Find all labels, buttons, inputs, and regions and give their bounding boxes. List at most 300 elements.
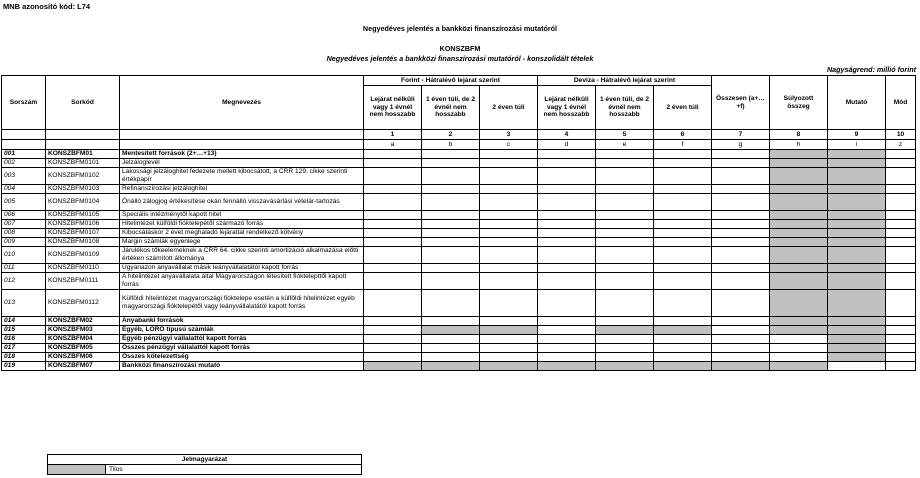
mnb-code-label: MNB azonosító kód: L74 bbox=[3, 2, 91, 11]
data-cell[interactable] bbox=[364, 150, 422, 159]
row-label: Egyéb, LORO típusú számlák bbox=[120, 326, 364, 335]
data-cell[interactable] bbox=[538, 344, 596, 353]
col-number: 2 bbox=[422, 130, 480, 140]
data-cell[interactable] bbox=[364, 194, 422, 211]
data-cell bbox=[886, 344, 916, 353]
data-cell[interactable] bbox=[480, 194, 538, 211]
row-label: Kibocsátáskor 2 évet meghaladó lejárattal rendelkező kötvény bbox=[120, 229, 364, 238]
row-code: KONSZBFM0101 bbox=[46, 159, 120, 168]
data-cell[interactable] bbox=[364, 159, 422, 168]
data-cell[interactable] bbox=[480, 344, 538, 353]
data-cell[interactable] bbox=[596, 317, 654, 326]
data-cell[interactable] bbox=[770, 326, 828, 335]
data-cell[interactable] bbox=[480, 326, 538, 335]
table-code: KONSZBFM bbox=[439, 44, 481, 53]
data-cell[interactable] bbox=[770, 238, 828, 247]
data-cell[interactable] bbox=[538, 335, 596, 344]
col-number: 5 bbox=[596, 130, 654, 140]
data-cell[interactable] bbox=[422, 150, 480, 159]
data-cell[interactable] bbox=[422, 317, 480, 326]
data-cell[interactable] bbox=[422, 335, 480, 344]
row-code: KONSZBFM02 bbox=[46, 317, 120, 326]
row-number: 002 bbox=[2, 159, 46, 168]
row-code: KONSZBFM07 bbox=[46, 362, 120, 371]
data-cell[interactable] bbox=[828, 290, 886, 317]
data-cell[interactable] bbox=[538, 211, 596, 220]
legend-grey-swatch bbox=[48, 465, 106, 475]
data-cell bbox=[886, 185, 916, 194]
data-cell[interactable] bbox=[770, 264, 828, 273]
row-label: Összes pénzügyi vállalattól kapott forrás bbox=[120, 344, 364, 353]
data-cell[interactable] bbox=[596, 238, 654, 247]
row-label: Mentesített források (2+…+13) bbox=[120, 150, 364, 159]
row-number: 006 bbox=[2, 211, 46, 220]
table-row bbox=[2, 229, 916, 238]
row-label: Ugyanazon anyavállalat másik leányvállalatától kapott forrás bbox=[120, 264, 364, 273]
row-label: Önálló zálogjog értékesítése okán fennálló visszavásárlási vételár-tartozás bbox=[120, 194, 364, 211]
data-cell[interactable] bbox=[654, 264, 712, 273]
data-cell[interactable] bbox=[596, 326, 654, 335]
data-cell[interactable] bbox=[654, 317, 712, 326]
report-title: Negyedéves jelentés a bankközi finanszírozási mutatóról bbox=[362, 24, 558, 33]
data-cell[interactable] bbox=[422, 229, 480, 238]
data-cell[interactable] bbox=[654, 159, 712, 168]
table-row bbox=[2, 362, 916, 371]
data-cell[interactable] bbox=[364, 335, 422, 344]
data-cell[interactable] bbox=[480, 159, 538, 168]
data-cell[interactable] bbox=[596, 185, 654, 194]
table-row bbox=[2, 326, 916, 335]
data-cell[interactable] bbox=[596, 290, 654, 317]
legend-grey-label: Tilos bbox=[106, 465, 362, 475]
data-cell[interactable] bbox=[770, 290, 828, 317]
data-cell[interactable] bbox=[596, 353, 654, 362]
data-cell[interactable] bbox=[480, 273, 538, 290]
data-cell[interactable] bbox=[538, 150, 596, 159]
data-cell[interactable] bbox=[828, 238, 886, 247]
col-number: 9 bbox=[828, 130, 886, 140]
data-cell bbox=[886, 247, 916, 264]
data-cell[interactable] bbox=[364, 326, 422, 335]
data-cell[interactable] bbox=[364, 273, 422, 290]
row-number: 005 bbox=[2, 194, 46, 211]
data-cell[interactable] bbox=[480, 317, 538, 326]
row-label: Járulékos tőkeelemeknek a CRR 64. cikke szerinti amortizáció alkalmazása előtti értéken számított állománya bbox=[120, 247, 364, 264]
row-code: KONSZBFM01 bbox=[46, 150, 120, 159]
row-code: KONSZBFM0105 bbox=[46, 211, 120, 220]
row-code: KONSZBFM04 bbox=[46, 335, 120, 344]
data-cell[interactable] bbox=[538, 238, 596, 247]
data-cell bbox=[886, 150, 916, 159]
data-cell[interactable] bbox=[596, 264, 654, 273]
data-cell[interactable] bbox=[712, 290, 770, 317]
group-header-forint: Forint - Hátralévő lejárat szerint bbox=[364, 76, 538, 86]
data-cell[interactable] bbox=[712, 317, 770, 326]
data-cell[interactable] bbox=[538, 353, 596, 362]
col-number: 6 bbox=[654, 130, 712, 140]
table-row bbox=[2, 220, 916, 229]
data-cell[interactable] bbox=[538, 317, 596, 326]
table-row bbox=[2, 185, 916, 194]
legend-table bbox=[47, 454, 362, 475]
group-header-deviza: Deviza - Hátralévő lejárat szerint bbox=[538, 76, 712, 86]
data-cell bbox=[886, 194, 916, 211]
data-cell bbox=[886, 264, 916, 273]
data-cell[interactable] bbox=[538, 273, 596, 290]
row-number: 013 bbox=[2, 290, 46, 317]
table-row bbox=[2, 353, 916, 362]
row-number: 001 bbox=[2, 150, 46, 159]
data-cell bbox=[886, 353, 916, 362]
data-cell[interactable] bbox=[422, 194, 480, 211]
data-cell[interactable] bbox=[828, 159, 886, 168]
table-row bbox=[2, 238, 916, 247]
row-number: 003 bbox=[2, 168, 46, 185]
data-cell[interactable] bbox=[480, 238, 538, 247]
data-cell[interactable] bbox=[712, 344, 770, 353]
data-cell[interactable] bbox=[422, 247, 480, 264]
data-cell[interactable] bbox=[654, 290, 712, 317]
row-code: KONSZBFM0111 bbox=[46, 273, 120, 290]
row-label: Bankközi finanszírozási mutató bbox=[120, 362, 364, 371]
data-cell[interactable] bbox=[480, 220, 538, 229]
data-cell[interactable] bbox=[538, 326, 596, 335]
data-cell[interactable] bbox=[596, 168, 654, 185]
data-cell[interactable] bbox=[480, 290, 538, 317]
row-label: A hitelintézet anyavállalata által Magyarországon létesített fióktelepttől kapott forrás bbox=[120, 273, 364, 290]
data-cell[interactable] bbox=[596, 220, 654, 229]
data-cell[interactable] bbox=[364, 344, 422, 353]
data-cell[interactable] bbox=[828, 247, 886, 264]
row-number: 009 bbox=[2, 238, 46, 247]
table-row bbox=[2, 273, 916, 290]
data-cell[interactable] bbox=[422, 185, 480, 194]
row-code: KONSZBFM0104 bbox=[46, 194, 120, 211]
data-cell[interactable] bbox=[538, 264, 596, 273]
data-cell bbox=[886, 238, 916, 247]
row-code: KONSZBFM0112 bbox=[46, 290, 120, 317]
row-label: Lakossági jelzáloghitel fedezete mellett kibocsátott, a CRR 129. cikke szerinti értékpapír bbox=[120, 168, 364, 185]
table-row bbox=[2, 211, 916, 220]
col-letter: h bbox=[770, 140, 828, 150]
col-header-h: Súlyozott összeg bbox=[770, 76, 828, 130]
data-cell[interactable] bbox=[364, 220, 422, 229]
data-cell[interactable] bbox=[828, 335, 886, 344]
data-cell bbox=[886, 335, 916, 344]
row-label: Refinanszírozási jelzáloghitel bbox=[120, 185, 364, 194]
data-cell[interactable] bbox=[712, 238, 770, 247]
data-cell[interactable] bbox=[422, 159, 480, 168]
data-cell[interactable] bbox=[538, 362, 596, 371]
col-letter: z bbox=[886, 140, 916, 150]
data-cell[interactable] bbox=[538, 220, 596, 229]
data-cell[interactable] bbox=[770, 229, 828, 238]
data-cell[interactable] bbox=[712, 362, 770, 371]
row-label: Anyabanki források bbox=[120, 317, 364, 326]
data-cell[interactable] bbox=[596, 211, 654, 220]
data-cell[interactable] bbox=[770, 220, 828, 229]
data-cell[interactable] bbox=[364, 229, 422, 238]
col-header-b: 1 éven túli, de 2 évnél nem hosszabb bbox=[422, 86, 480, 130]
table-row bbox=[2, 264, 916, 273]
data-cell bbox=[886, 290, 916, 317]
col-header-c: 2 éven túli bbox=[480, 86, 538, 130]
data-cell[interactable] bbox=[538, 159, 596, 168]
data-cell[interactable] bbox=[538, 185, 596, 194]
data-cell[interactable] bbox=[712, 168, 770, 185]
data-cell[interactable] bbox=[770, 353, 828, 362]
data-cell[interactable] bbox=[712, 211, 770, 220]
row-number: 019 bbox=[2, 362, 46, 371]
data-cell[interactable] bbox=[770, 344, 828, 353]
data-cell[interactable] bbox=[480, 150, 538, 159]
row-code: KONSZBFM0103 bbox=[46, 185, 120, 194]
data-cell[interactable] bbox=[596, 335, 654, 344]
data-cell[interactable] bbox=[596, 344, 654, 353]
col-header-i: Mutató bbox=[828, 76, 886, 130]
row-code: KONSZBFM0108 bbox=[46, 238, 120, 247]
data-cell[interactable] bbox=[596, 150, 654, 159]
row-code: KONSZBFM0102 bbox=[46, 168, 120, 185]
data-cell[interactable] bbox=[422, 238, 480, 247]
data-cell[interactable] bbox=[770, 247, 828, 264]
data-cell[interactable] bbox=[364, 290, 422, 317]
col-letter: d bbox=[538, 140, 596, 150]
data-cell[interactable] bbox=[596, 247, 654, 264]
data-cell[interactable] bbox=[538, 247, 596, 264]
row-code: KONSZBFM05 bbox=[46, 344, 120, 353]
data-cell[interactable] bbox=[654, 238, 712, 247]
row-label: Hitelintézet külföldi fióktelepétől származó forrás bbox=[120, 220, 364, 229]
row-label: Jelzáloglevél bbox=[120, 159, 364, 168]
data-cell[interactable] bbox=[422, 344, 480, 353]
data-cell[interactable] bbox=[828, 317, 886, 326]
col-header-sorszam: Sorszám bbox=[2, 76, 46, 130]
data-cell[interactable] bbox=[654, 185, 712, 194]
data-cell[interactable] bbox=[770, 362, 828, 371]
col-header-z: Mód bbox=[886, 76, 916, 130]
data-cell[interactable] bbox=[654, 220, 712, 229]
data-cell[interactable] bbox=[654, 229, 712, 238]
col-header-megnevezes: Megnevezés bbox=[120, 76, 364, 130]
data-cell[interactable] bbox=[828, 273, 886, 290]
table-row bbox=[2, 290, 916, 317]
data-cell[interactable] bbox=[422, 168, 480, 185]
report-table bbox=[1, 75, 916, 371]
row-label: Összes kötelezettség bbox=[120, 353, 364, 362]
row-code: KONSZBFM0106 bbox=[46, 220, 120, 229]
data-cell[interactable] bbox=[654, 344, 712, 353]
data-cell[interactable] bbox=[422, 362, 480, 371]
data-cell[interactable] bbox=[596, 362, 654, 371]
data-cell[interactable] bbox=[364, 317, 422, 326]
data-cell[interactable] bbox=[770, 159, 828, 168]
data-cell[interactable] bbox=[828, 211, 886, 220]
col-letter: a bbox=[364, 140, 422, 150]
data-cell[interactable] bbox=[654, 362, 712, 371]
data-cell[interactable] bbox=[770, 317, 828, 326]
data-cell[interactable] bbox=[828, 326, 886, 335]
table-row bbox=[2, 247, 916, 264]
row-code: KONSZBFM06 bbox=[46, 353, 120, 362]
row-number: 018 bbox=[2, 353, 46, 362]
data-cell[interactable] bbox=[654, 211, 712, 220]
table-row bbox=[2, 335, 916, 344]
data-cell[interactable] bbox=[712, 185, 770, 194]
data-cell[interactable] bbox=[364, 238, 422, 247]
row-number: 007 bbox=[2, 220, 46, 229]
table-row bbox=[2, 344, 916, 353]
data-cell[interactable] bbox=[770, 185, 828, 194]
data-cell[interactable] bbox=[712, 264, 770, 273]
data-cell[interactable] bbox=[828, 168, 886, 185]
data-cell[interactable] bbox=[654, 335, 712, 344]
col-number: 1 bbox=[364, 130, 422, 140]
data-cell bbox=[886, 220, 916, 229]
data-cell[interactable] bbox=[828, 362, 886, 371]
col-letter: f bbox=[654, 140, 712, 150]
col-letter: i bbox=[828, 140, 886, 150]
row-label: Speciális intézménytől kapott hitel bbox=[120, 211, 364, 220]
data-cell[interactable] bbox=[654, 150, 712, 159]
data-cell bbox=[886, 211, 916, 220]
data-cell[interactable] bbox=[364, 362, 422, 371]
row-number: 008 bbox=[2, 229, 46, 238]
col-number: 10 bbox=[886, 130, 916, 140]
col-header-g: Összesen (a+…+f) bbox=[712, 76, 770, 130]
data-cell[interactable] bbox=[828, 220, 886, 229]
data-cell[interactable] bbox=[828, 150, 886, 159]
data-cell[interactable] bbox=[712, 150, 770, 159]
data-cell[interactable] bbox=[770, 211, 828, 220]
data-cell[interactable] bbox=[480, 353, 538, 362]
data-cell[interactable] bbox=[654, 353, 712, 362]
data-cell[interactable] bbox=[480, 264, 538, 273]
table-row bbox=[2, 194, 916, 211]
col-letter: g bbox=[712, 140, 770, 150]
data-cell[interactable] bbox=[828, 344, 886, 353]
data-cell[interactable] bbox=[770, 335, 828, 344]
data-cell[interactable] bbox=[712, 335, 770, 344]
data-cell[interactable] bbox=[828, 264, 886, 273]
data-cell[interactable] bbox=[712, 229, 770, 238]
table-row bbox=[2, 317, 916, 326]
data-cell[interactable] bbox=[828, 353, 886, 362]
row-number: 004 bbox=[2, 185, 46, 194]
data-cell[interactable] bbox=[712, 353, 770, 362]
data-cell[interactable] bbox=[364, 353, 422, 362]
data-cell[interactable] bbox=[538, 168, 596, 185]
row-label: Egyéb pénzügyi vállalattól kapott forrás bbox=[120, 335, 364, 344]
data-cell[interactable] bbox=[596, 273, 654, 290]
data-cell[interactable] bbox=[654, 168, 712, 185]
data-cell[interactable] bbox=[596, 229, 654, 238]
row-code: KONSZBFM0110 bbox=[46, 264, 120, 273]
data-cell[interactable] bbox=[480, 185, 538, 194]
data-cell bbox=[886, 326, 916, 335]
table-row bbox=[2, 150, 916, 159]
data-cell[interactable] bbox=[422, 326, 480, 335]
data-cell[interactable] bbox=[712, 247, 770, 264]
data-cell[interactable] bbox=[654, 273, 712, 290]
data-cell[interactable] bbox=[480, 229, 538, 238]
data-cell[interactable] bbox=[596, 159, 654, 168]
data-cell bbox=[886, 229, 916, 238]
legend-title: Jelmagyarázat bbox=[48, 455, 362, 465]
row-code: KONSZBFM03 bbox=[46, 326, 120, 335]
row-number: 016 bbox=[2, 335, 46, 344]
data-cell[interactable] bbox=[654, 326, 712, 335]
col-letter: b bbox=[422, 140, 480, 150]
col-letter: e bbox=[596, 140, 654, 150]
data-cell[interactable] bbox=[712, 220, 770, 229]
data-cell[interactable] bbox=[538, 229, 596, 238]
col-number: 8 bbox=[770, 130, 828, 140]
data-cell[interactable] bbox=[654, 194, 712, 211]
data-cell[interactable] bbox=[770, 273, 828, 290]
col-number: 7 bbox=[712, 130, 770, 140]
data-cell[interactable] bbox=[770, 194, 828, 211]
data-cell[interactable] bbox=[480, 247, 538, 264]
row-number: 017 bbox=[2, 344, 46, 353]
col-number: 4 bbox=[538, 130, 596, 140]
data-cell[interactable] bbox=[654, 247, 712, 264]
col-header-f: 2 éven túli bbox=[654, 86, 712, 130]
data-cell[interactable] bbox=[364, 264, 422, 273]
data-cell[interactable] bbox=[712, 326, 770, 335]
unit-label: Nagyságrend: millió forint bbox=[826, 65, 916, 74]
data-cell[interactable] bbox=[364, 247, 422, 264]
data-cell[interactable] bbox=[480, 335, 538, 344]
data-cell[interactable] bbox=[364, 168, 422, 185]
data-cell[interactable] bbox=[596, 194, 654, 211]
data-cell[interactable] bbox=[480, 362, 538, 371]
data-cell[interactable] bbox=[422, 211, 480, 220]
table-row bbox=[2, 159, 916, 168]
data-cell bbox=[886, 317, 916, 326]
col-letter: c bbox=[480, 140, 538, 150]
data-cell[interactable] bbox=[364, 211, 422, 220]
row-code: KONSZBFM0109 bbox=[46, 247, 120, 264]
data-cell[interactable] bbox=[828, 194, 886, 211]
data-cell[interactable] bbox=[422, 273, 480, 290]
data-cell[interactable] bbox=[538, 194, 596, 211]
data-cell[interactable] bbox=[828, 229, 886, 238]
data-cell[interactable] bbox=[422, 220, 480, 229]
report-subtitle: Negyedéves jelentés a bankközi finanszírozási mutatóról - konszolidált tételek bbox=[326, 54, 594, 63]
data-cell[interactable] bbox=[712, 194, 770, 211]
row-number: 014 bbox=[2, 317, 46, 326]
data-cell[interactable] bbox=[422, 264, 480, 273]
data-cell[interactable] bbox=[422, 290, 480, 317]
data-cell[interactable] bbox=[712, 159, 770, 168]
data-cell bbox=[886, 168, 916, 185]
col-header-sorkod: Sorkód bbox=[46, 76, 120, 130]
data-cell[interactable] bbox=[712, 273, 770, 290]
data-cell bbox=[886, 362, 916, 371]
data-cell[interactable] bbox=[364, 185, 422, 194]
col-number: 3 bbox=[480, 130, 538, 140]
data-cell[interactable] bbox=[828, 185, 886, 194]
data-cell[interactable] bbox=[422, 353, 480, 362]
data-cell[interactable] bbox=[770, 168, 828, 185]
data-cell[interactable] bbox=[480, 168, 538, 185]
table-row bbox=[2, 168, 916, 185]
data-cell[interactable] bbox=[770, 150, 828, 159]
data-cell[interactable] bbox=[538, 290, 596, 317]
data-cell[interactable] bbox=[480, 211, 538, 220]
row-code: KONSZBFM0107 bbox=[46, 229, 120, 238]
